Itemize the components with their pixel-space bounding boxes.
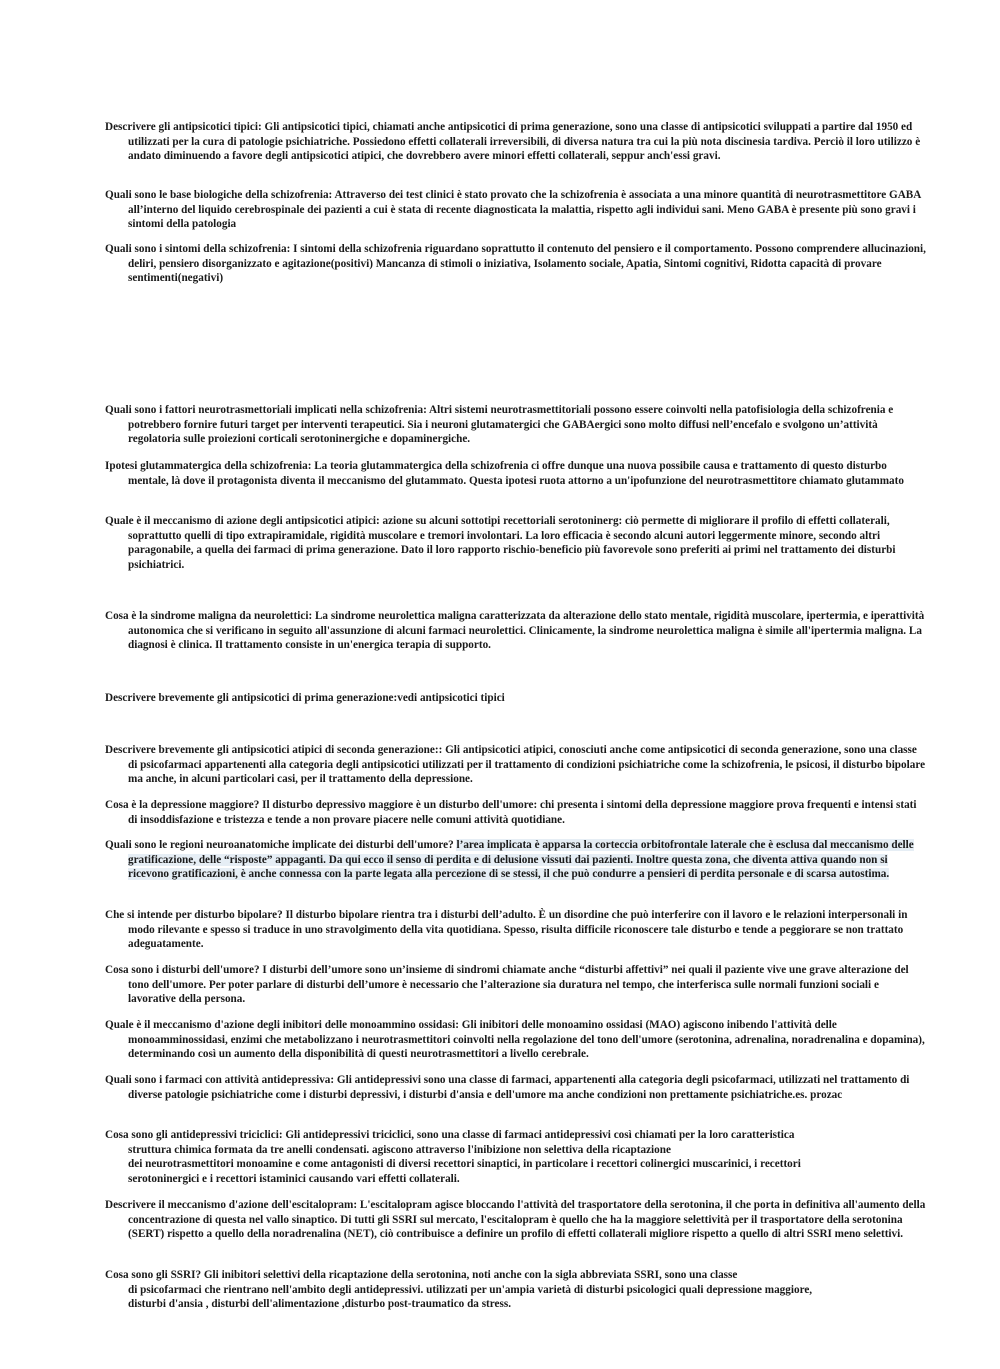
highlighted-answer: l’area implicata è apparsa la corteccia orbitofrontale laterale che è esclusa dal meccanismo delle gratificazione, delle “risposte” appaganti. Da qui ecco il senso di perdita e di delusione vissuti dai pazienti. Inoltre questa zona, che diventa attiva quando non si ricevono gratificazioni, è anche connessa con la parte legata alla percezione di se stessi, il che può condurre a pensieri di perdita personale e di scarsa autostima. (128, 839, 914, 881)
entry-disturbi-umore: Cosa sono i disturbi dell'umore? I disturbi dell’umore sono un’insieme di sindromi chiamate anche “disturbi affettivi” nei quali il paziente vive une grave alterazione del tono dell'umore. Per poter parlare di disturbi dell’umore è necessario che l’alterazione sia duratura nel tempo, che interferisca sulle normali funzioni sociali e lavorative della persona. (105, 964, 909, 1006)
entry-ssri (105, 1268, 905, 1312)
entry-farmaci-antidepressivi: Quali sono i farmaci con attività antidepressiva: Gli antidepressivi sono una classe di farmaci, appartenenti alla categoria degli psicofarmaci, utilizzati nel trattamento di diverse patologie psichiatriche come i disturbi depressivi, i disturbi d'ansia e dell'umore ma anche condizioni non prettamente psichiatriche.es. prozac (105, 1074, 910, 1101)
entry-line: Cosa sono gli SSRI? Gli inibitori selettivi della ricaptazione della serotonina, noti anche con la sigla abbreviata SSRI, sono una classe (105, 1269, 738, 1281)
entry-depressione-maggiore: Cosa è la depressione maggiore? Il disturbo depressivo maggiore è un disturbo dell'umore: chi presenta i sintomi della depressione maggiore prova frequenti e intensi stati di insoddisfazione e tristezza e tende a non provare piacere nelle comuni attività quotidiane. (105, 799, 917, 826)
entry-antipsicotici-prima-generazione: Descrivere brevemente gli antipsicotici di prima generazione:vedi antipsicotici tipici (105, 692, 505, 704)
entry-antipsicotici-tipici: Descrivere gli antipsicotici tipici: Gli antipsicotici tipici, chiamati anche antipsicotici di prima generazione, sono una classe di antipsicotici sviluppati a partire dal 1950 ed utilizzati per la cura di patologie psichiatriche. Possiedono effetti collaterali irreversibili, di diversa natura tra cui la più nota discinesia tardiva. Perciò il loro utilizzo è andato diminuendo a favore degli antipsicotici atipici, che dovrebbero avere minori effetti collaterali, seppur anch'essi gravi. (105, 121, 921, 163)
entry-line: disturbi d'ansia , disturbi dell'alimentazione ,disturbo post-traumatico da stress. (128, 1298, 512, 1311)
entry-line: struttura chimica formata da tre anelli condensati. agiscono attraverso l'inibizione non selettiva della ricaptazione (128, 1143, 671, 1156)
entry-antidepressivi-triciclici (105, 1128, 905, 1186)
entry-line: serotoninergici e i recettori istaminici causando vari effetti collaterali. (128, 1172, 460, 1185)
entry-basi-biologiche-schizofrenia: Quali sono le base biologiche della schizofrenia: Attraverso dei test clinici è stato provato che la schizofrenia è associata a una minore quantità di neurotrasmettitore GABA all’interno del liquido cerebrospinale dei pazienti a cui è stata di recente diagnosticata la malattia, rispetto agli individui sani. Meno GABA è presente più sono gravi i sintomi della patologia (105, 189, 921, 231)
entry-sindrome-maligna-neurolettici: Cosa è la sindrome maligna da neurolettici: La sindrome neurolettica maligna caratterizzata da alterazione dello stato mentale, rigidità muscolare, ipertermia, e iperattività autonomica che si verificano in seguito all'assunzione di alcuni farmaci neurolettici. Clinicamente, la sindrome neurolettica maligna è simile all'ipertermia maligna. La diagnosi è clinica. Il trattamento consiste in un'energica terapia di supporto. (105, 610, 925, 652)
entry-question: Quali sono le regioni neuroanatomiche implicate dei disturbi dell'umore? (105, 839, 457, 851)
entry-antipsicotici-seconda-generazione: Descrivere brevemente gli antipsicotici atipici di seconda generazione:: Gli antipsicotici atipici, conosciuti anche come antipsicotici di seconda generazione, sono una classe di psicofarmaci appartenenti alla categoria degli antipsicotici utilizzati per il trattamento di condizioni psichiatriche come la schizofrenia, le psicosi, il disturbo bipolare ma anche, in alcuni particolari casi, per il trattamento della depressione. (105, 744, 926, 786)
entry-regioni-neuroanatomiche (105, 838, 928, 882)
entry-inibitori-mao: Quale è il meccanismo d'azione degli inibitori delle monoammino ossidasi: Gli inibitori delle monoamino ossidasi (MAO) agiscono inibendo l'attività delle monoamminossidasi, enzimi che metabolizzano i neurotrasmettitori coinvolti nella regolazione del tono dell'umore (serotonina, adrenalina, noradrenalina e dopamina), determinando così un aumento della disponibilità di questi neurotrasmettitori a livello cerebrale. (105, 1019, 925, 1061)
entry-line: di psicofarmaci che rientrano nell'ambito degli antidepressivi. utilizzati per un'ampia varietà di disturbi psicologici quali depressione maggiore, (128, 1283, 813, 1296)
entry-fattori-neurotrasmettitoriali: Quali sono i fattori neurotrasmettoriali implicati nella schizofrenia: Altri sistemi neurotrasmettitoriali possono essere coinvolti nella patofisiologia della schizofrenia e potrebbero fornire futuri target per interventi terapeutici. Sia i neuroni glutamatergici che GABAergici sono molto diffusi nell’encefalo e svolgono un’attività regolatoria sulle proiezioni corticali serotoninergiche e dopaminergiche. (105, 404, 894, 446)
entry-sintomi-schizofrenia: Quali sono i sintomi della schizofrenia: I sintomi della schizofrenia riguardano soprattutto il contenuto del pensiero e il comportamento. Possono comprendere allucinazioni, deliri, pensiero disorganizzato e agitazione(positivi) Mancanza di stimoli o iniziativa, Isolamento sociale, Apatia, Sintomi cognitivi, Ridotta capacità di provare sentimenti(negativi) (105, 243, 926, 285)
entry-line: dei neurotrasmettitori monoamine e come antagonisti di diversi recettori sinaptici, in particolare i recettori colinergici muscarinici, i recettori (128, 1158, 801, 1171)
entry-disturbo-bipolare: Che si intende per disturbo bipolare? Il disturbo bipolare rientra tra i disturbi dell’adulto. È un disordine che può interferire con il lavoro e le relazioni interpersonali in modo rilevante e spesso si traduce in uno stravolgimento della vita quotidiana. Spesso, risulta difficile riconoscere tale disturbo e tende a peggiorare se non trattato adeguatamente. (105, 909, 908, 951)
entry-ipotesi-glutammatergica: Ipotesi glutammatergica della schizofrenia: La teoria glutammatergica della schizofrenia ci offre dunque una nuova possibile causa e trattamento di questo disturbo mentale, là dove il protagonista diventa il meccanismo del glutammato. Questa ipotesi ruota attorno a un'ipofunzione del neurotrasmettitore chiamato glutammato (105, 460, 904, 487)
entry-escitalopram: Descrivere il meccanismo d'azione dell'escitalopram: L'escitalopram agisce bloccando l'attività del trasportatore della serotonina, il che porta in definitiva all'aumento della concentrazione di questa nel vallo sinaptico. Di tutti gli SSRI sul mercato, l'escitalopram è quello che ha la maggiore selettività per il trasportatore della serotonina (SERT) rispetto a quello della noradrenalina (NET), ciò contribuisce a definire un profilo di effetti collaterali migliore rispetto a quello di altri SSRI meno selettivi. (105, 1199, 926, 1241)
entry-line: Cosa sono gli antidepressivi triciclici: Gli antidepressivi triciclici, sono una classe di farmaci antidepressivi così chiamati per la loro caratteristica (105, 1129, 795, 1141)
entry-meccanismo-antipsicotici-atipici: Quale è il meccanismo di azione degli antipsicotici atipici: azione su alcuni sottotipi recettoriali serotoninerg: ciò permette di migliorare il profilo di effetti collaterali, soprattutto quelli di tipo extrapiramidale, rigidità muscolare e tremori involontari. La loro efficacia è secondo alcuni autori leggermente minore, secondo altri paragonabile, a quella dei farmaci di prima generazione. Dato il loro rapporto rischio-beneficio più favorevole sono preferiti ai primi nel trattamento dei disturbi psichiatrici. (105, 515, 896, 571)
